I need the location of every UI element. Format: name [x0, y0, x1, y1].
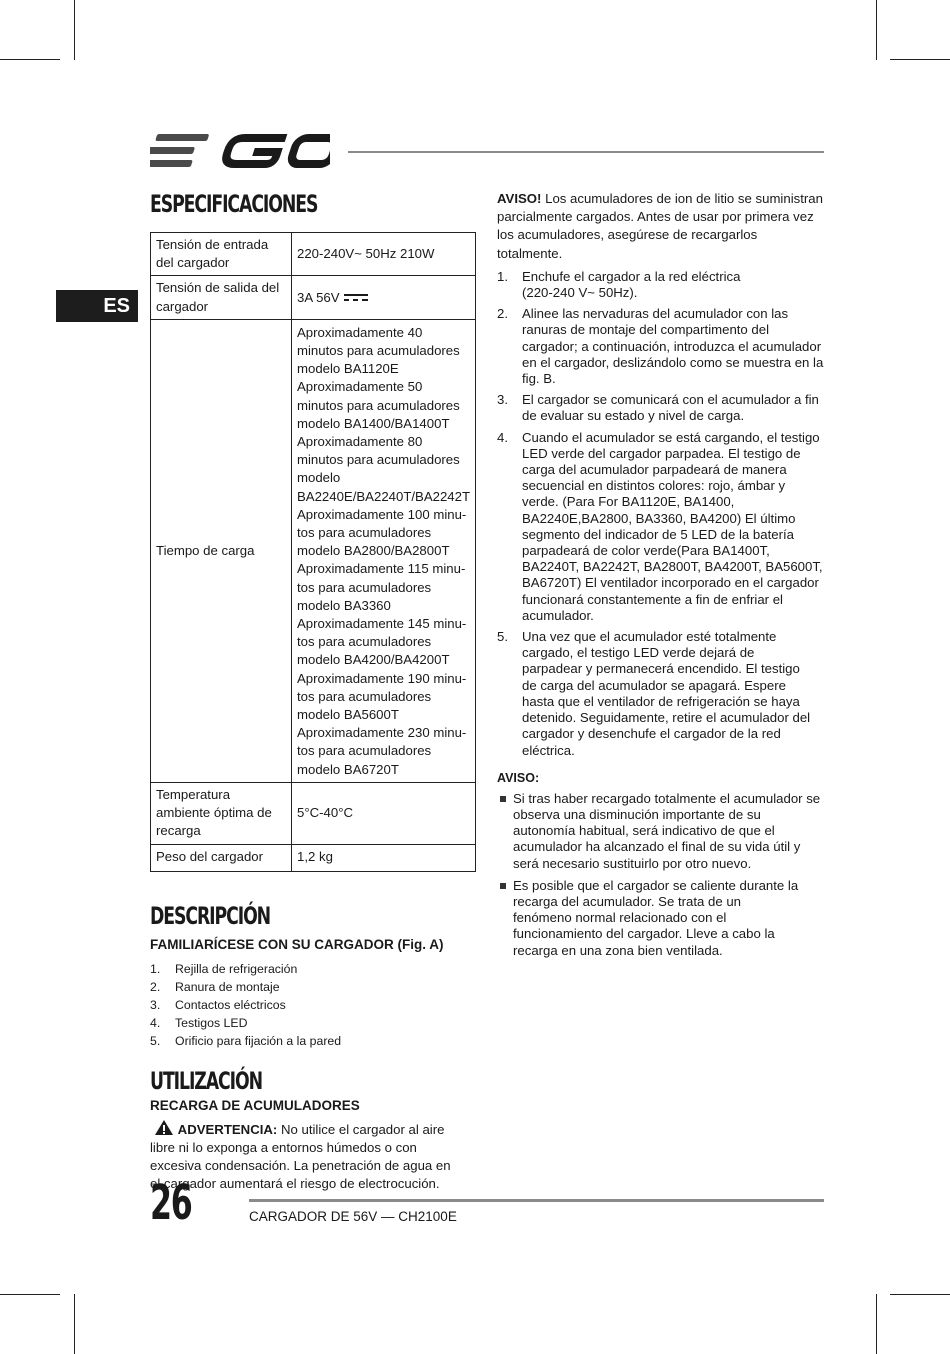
- warning-paragraph: [150, 1119, 462, 1194]
- list-item: 1. Rejilla de refrigeración: [150, 961, 298, 976]
- crop-mark: [0, 59, 60, 60]
- crop-mark: [74, 0, 75, 60]
- language-tab: ES: [56, 290, 138, 322]
- list-item: 5. Una vez que el acumulador esté totalmente cargado, el testigo LED verde dejará de parpadear y permanecerá encendido. El testigo de carga del acumulador se apagará. Espere hasta que el ventilador de refrigeración se haya detenido. Seguidamente, retire el acumulador del cargador y desenchufe el cargador de la red eléctrica.: [497, 629, 811, 758]
- crop-mark: [876, 0, 877, 60]
- left-column: [150, 188, 476, 1193]
- header-rule: [348, 151, 824, 153]
- page-number: 26: [150, 1175, 192, 1231]
- spec-value: 1,2 kg: [292, 844, 476, 871]
- list-item: Es posible que el cargador se caliente durante la recarga del acumulador. Se trata de un fenómeno normal relacionado con el funcionamiento del cargador. Lleve a cabo la recarga en una zona bien ventilada.: [497, 878, 824, 959]
- list-item: 4. Testigos LED: [150, 1016, 248, 1031]
- specs-title: ESPECIFICACIONES: [150, 190, 318, 218]
- usage-title: UTILIZACIÓN: [150, 1066, 262, 1095]
- description-title: DESCRIPCIÓN: [150, 901, 271, 930]
- list-item: 5. Orificio para fijación a la pared: [150, 1034, 342, 1049]
- notice-label: AVISO!: [497, 191, 542, 206]
- warning-triangle-icon: [154, 1119, 174, 1136]
- table-row: [151, 319, 476, 782]
- spec-value: [292, 276, 476, 319]
- ego-logo: [150, 132, 330, 170]
- usage-subtitle: RECARGA DE ACUMULADORES: [150, 1097, 360, 1113]
- crop-mark: [74, 1294, 75, 1354]
- spec-label: Peso del cargador: [151, 844, 292, 871]
- crop-mark: [890, 59, 950, 60]
- charging-steps: [497, 269, 824, 759]
- list-item: 1. Enchufe el cargador a la red eléctrica (220-240 V~ 50Hz).: [497, 268, 741, 301]
- specs-table: [150, 232, 476, 872]
- list-item: 3. Contactos eléctricos: [150, 997, 286, 1012]
- spec-label: Tensión de salida del cargador: [151, 276, 292, 319]
- table-row: [151, 844, 476, 871]
- table-row: [151, 782, 476, 844]
- spec-label: Temperatura ambiente óptima de recarga: [151, 782, 292, 844]
- parts-list: [150, 960, 476, 1051]
- list-item: 3. El cargador se comunicará con el acumulador a fin de evaluar su estado y nivel de carga.: [497, 392, 819, 424]
- dc-symbol-icon: [343, 293, 369, 303]
- spec-value: 5°C-40°C: [292, 782, 476, 844]
- table-row: [151, 233, 476, 276]
- crop-mark: [876, 1294, 877, 1354]
- output-voltage: 3A 56V: [297, 289, 340, 305]
- notice-paragraph: [497, 190, 824, 263]
- warning-label: ADVERTENCIA:: [177, 1121, 278, 1137]
- table-row: [151, 276, 476, 319]
- list-item: 2. Ranura de montaje: [150, 979, 280, 994]
- notice-bullets: [497, 791, 824, 959]
- spec-value: 220-240V~ 50Hz 210W: [292, 233, 476, 276]
- notice-text: Los acumuladores de ion de litio se suministran parcialmente cargados. Antes de usar por primera vez los acumuladores, asegúrese de recargarlos totalmente.: [497, 191, 823, 261]
- list-item: Si tras haber recargado totalmente el acumulador se observa una disminución importante de su autonomía habitual, será indicativo de que el acumulador ha alcanzado el final de su vida útil y será necesario sustituirlo por otro nuevo.: [497, 791, 824, 872]
- spec-label: Tensión de entrada del cargador: [151, 233, 292, 276]
- footer-rule: [249, 1199, 824, 1202]
- spec-value: Aproximadamente 40 minutos para acumuladores modelo BA1120E Aproximadamente 50 minutos para acumuladores modelo BA1400/BA1400T Aproximadamente 80 minutos para acumuladores modelo BA2240E/BA2240T/BA2242T Aproximadamente 100 minu-tos para acumuladores modelo BA2800/BA2800T Aproximadamente 115 minu-tos para acumuladores modelo BA3360 Aproximadamente 145 minu-tos para acumuladores modelo BA4200/BA4200T Aproximadamente 190 minu-tos para acumuladores modelo BA5600T Aproximadamente 230 minu-tos para acumuladores modelo BA6720T: [292, 319, 476, 782]
- list-item: 2. Alinee las nervaduras del acumulador con las ranuras de montaje del compartimento del cargador; a continuación, introduzca el acumulador en el cargador, deslizándolo como se muestra en la fig. B.: [497, 306, 824, 387]
- right-column: [497, 190, 824, 965]
- list-item: 4. Cuando el acumulador se está cargando, el testigo LED verde del cargador parpadea. El testigo de carga del acumulador parpadeará de manera secuencial en distintos colores: rojo, ámbar y verde. (Para For BA1120E, BA1400, BA2240E,BA2800, BA3360, BA4200) El último segmento del indicador de 5 LED de la batería parpadeará de color verde(Para BA1400T, BA2240T, BA2242T, BA2800T, BA4200T, BA5600T, BA6720T) El ventilador incorporado en el cargador funcionará constantemente a fin de enfriar el acumulador.: [497, 429, 823, 623]
- notice2-label: AVISO:: [497, 770, 540, 785]
- spec-label: Tiempo de carga: [151, 319, 292, 782]
- crop-mark: [890, 1294, 950, 1295]
- warning-text: No utilice el cargador al aire libre ni lo exponga a entornos húmedos o con excesiva condensación. La penetración de agua en el cargador aumentará el riesgo de electrocución.: [150, 1121, 451, 1192]
- footer-title: CARGADOR DE 56V — CH2100E: [249, 1209, 457, 1224]
- crop-mark: [0, 1294, 60, 1295]
- description-subtitle: FAMILIARÍCESE CON SU CARGADOR (Fig. A): [150, 936, 444, 952]
